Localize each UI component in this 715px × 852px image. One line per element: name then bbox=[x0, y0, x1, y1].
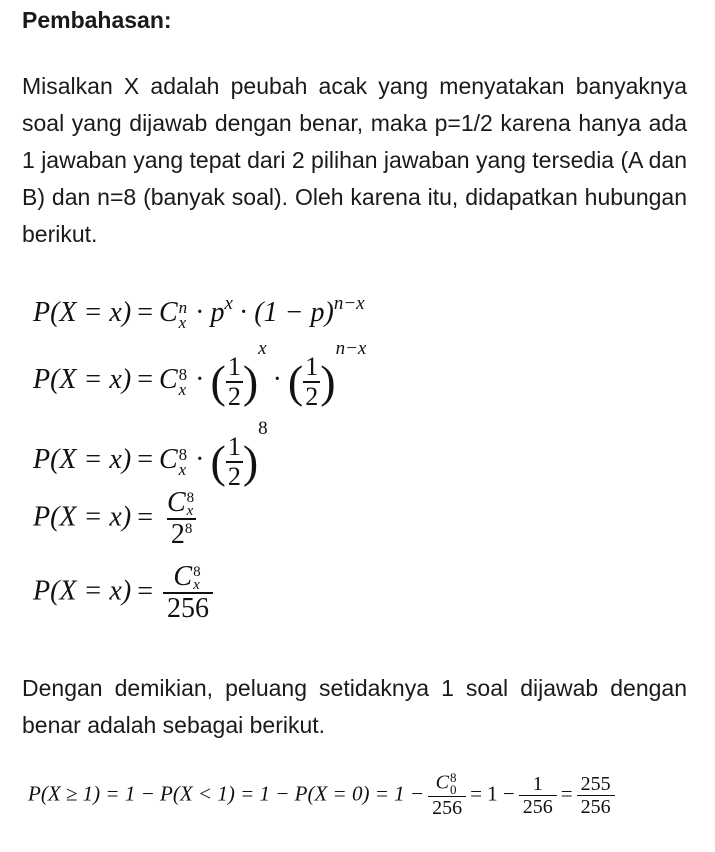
conclusion-paragraph: Dengan demikian, peluang setidaknya 1 soal dijawab dengan benar adalah sebagai berikut. bbox=[22, 675, 687, 738]
equation-lhs: P(X = x) bbox=[33, 297, 132, 328]
page-heading: Pembahasan: bbox=[22, 7, 172, 33]
equation-2: P(X = x) = C 8 x · ( 1 2 ) $^x$· ( 1 2 ) $^{n-x}$ bbox=[33, 338, 367, 411]
equation-3: P(X = x) = C 8 x · ( 1 2 ) $^8$ bbox=[33, 418, 268, 491]
equation-1: P(X = x) = C n x · $p^x \cdot (1 - p)^{n-x}$ bbox=[33, 293, 365, 332]
explanation-paragraph: Misalkan X adalah peubah acak yang menyatakan banyaknya soal yang dijawab dengan benar, maka p=1/2 karena hanya ada 1 jawaban yang tepat dari 2 pilihan jawaban yang tersedia (A dan B) dan n=8 (banyak soal). Oleh karena itu, didapatkan hubungan berikut. bbox=[22, 73, 687, 247]
equation-5: P(X = x) = C 8 x 256 bbox=[33, 562, 217, 624]
equation-4: P(X = x) = C 8 x $2^8$ bbox=[33, 488, 204, 550]
final-equation: P(X ≥ 1) = 1 − P(X < 1) = 1 − P(X = 0) = 1 − C 8 0 256 = 1 − $\frac{1}{256}$ = $\frac{255}{256}$ bbox=[28, 772, 619, 819]
